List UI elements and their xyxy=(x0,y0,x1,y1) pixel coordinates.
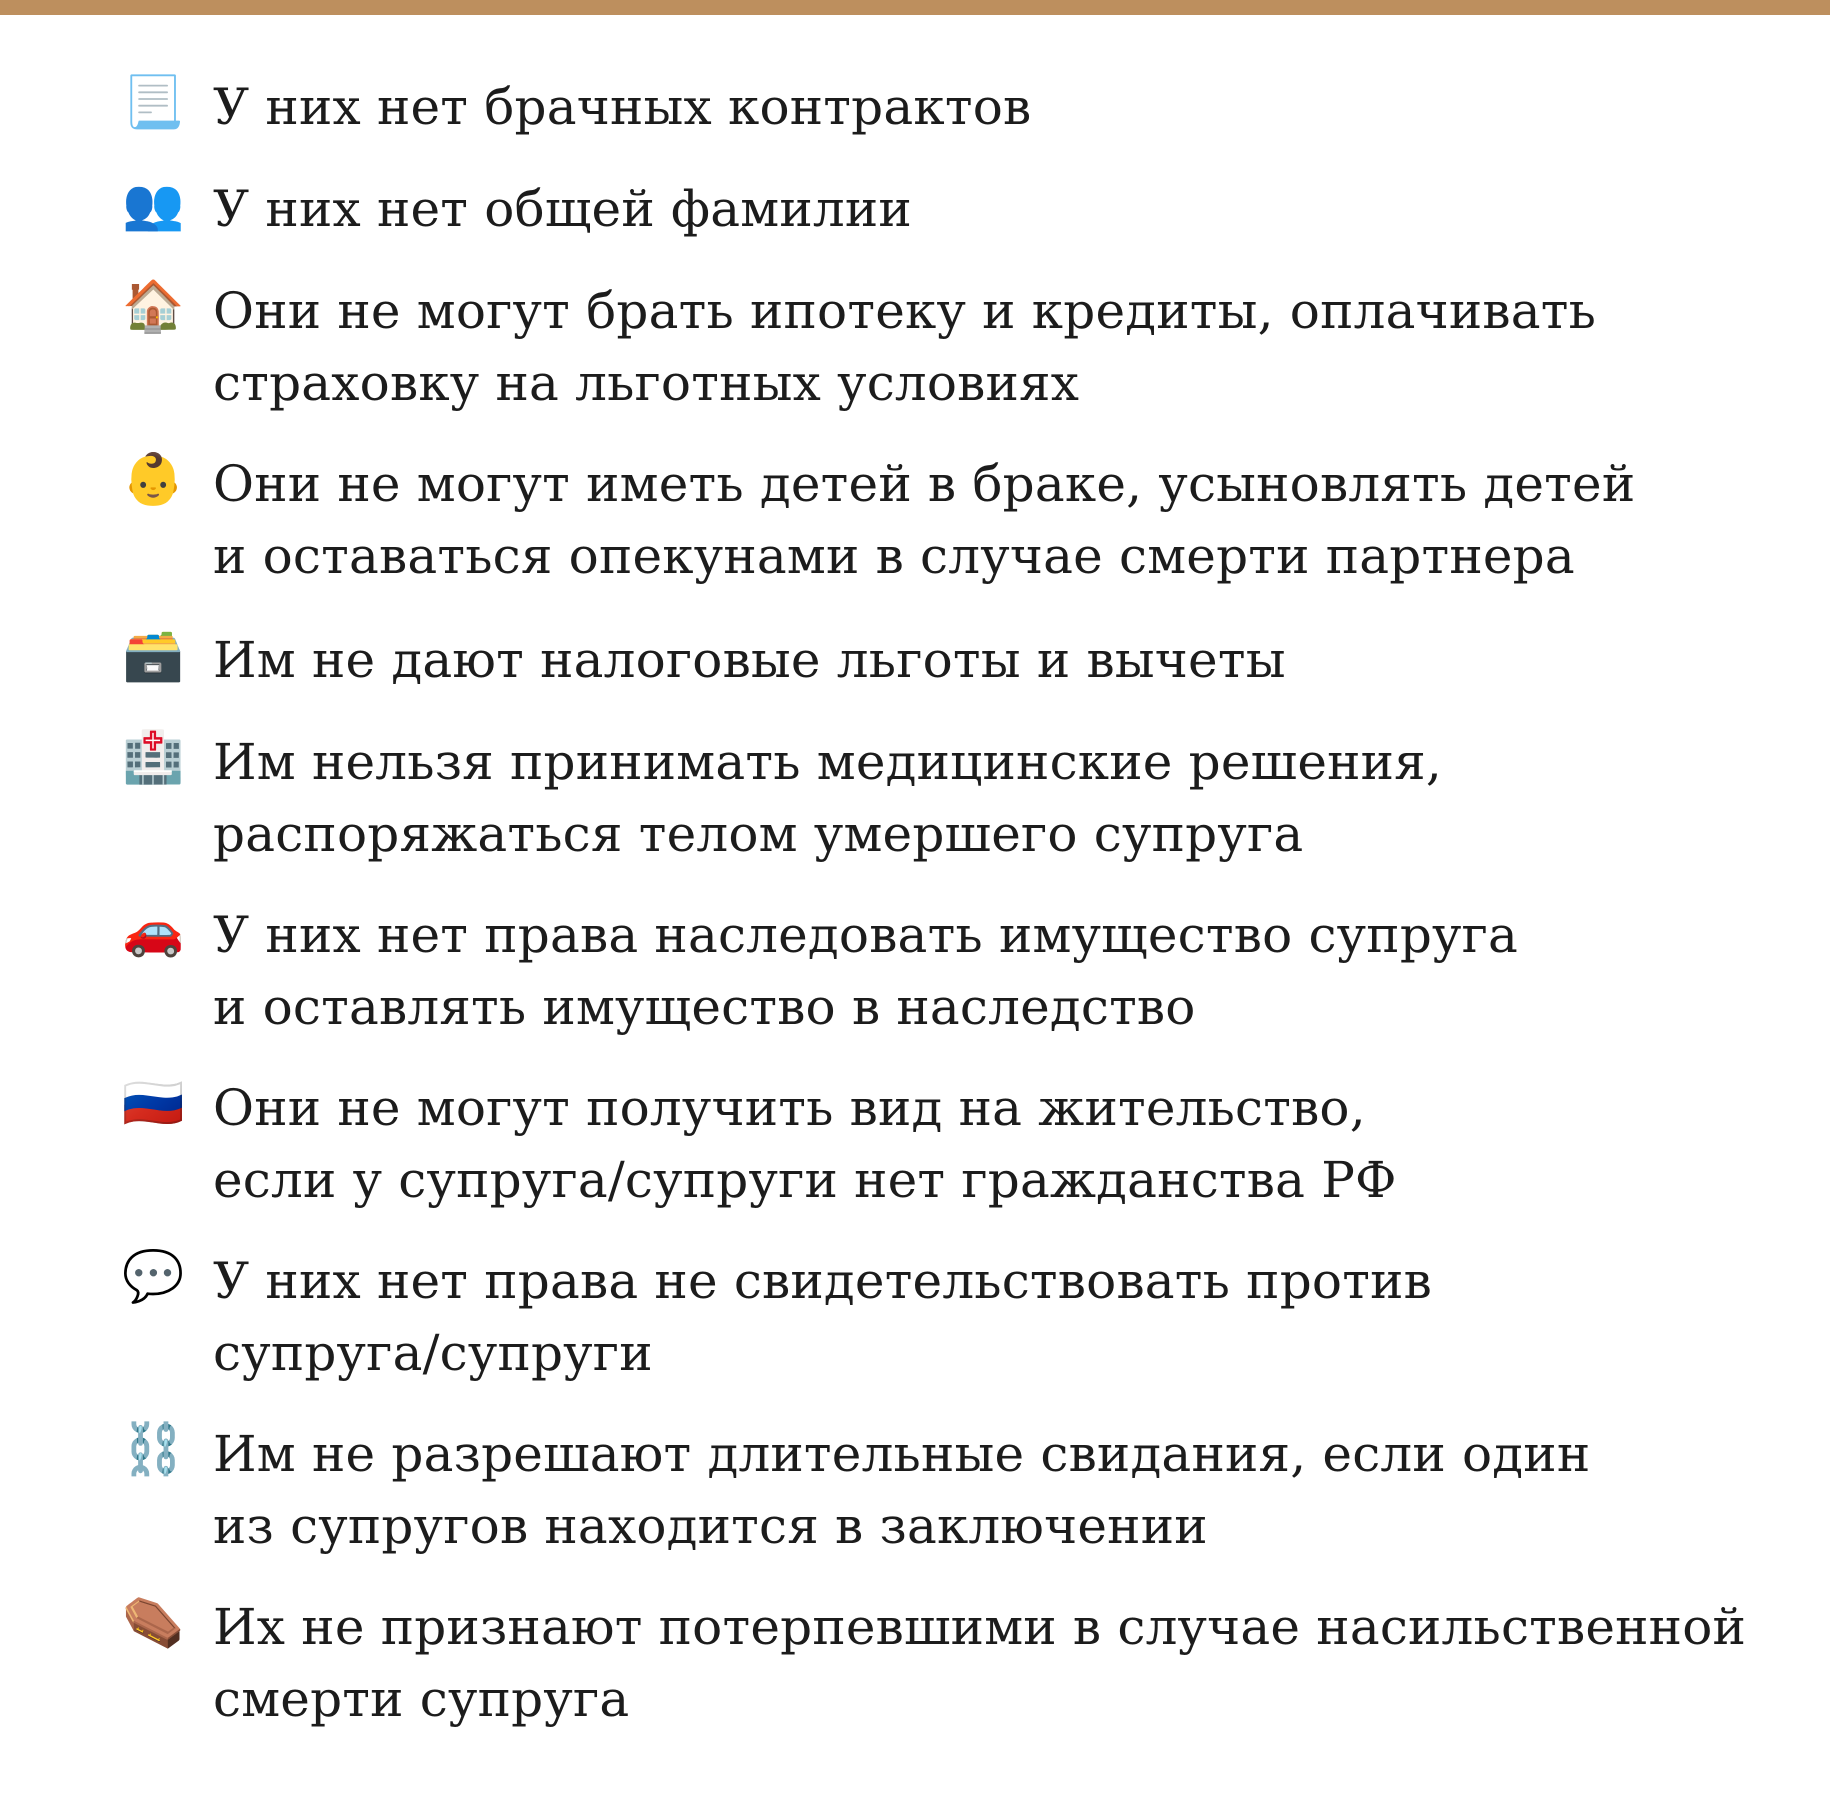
item-text: из супругов находится в заключении xyxy=(213,1497,1208,1555)
chains-icon: ⛓️ xyxy=(122,1420,185,1478)
speech-bubble-icon: 💬 xyxy=(122,1247,185,1305)
hospital-icon: 🏥 xyxy=(122,728,185,786)
coffin-icon: ⚰️ xyxy=(122,1593,185,1651)
item-text: У них нет права наследовать имущество супруга xyxy=(213,906,1519,964)
card-file-box-icon: 🗃️ xyxy=(122,626,185,684)
item-text: Они не могут иметь детей в браке, усыновлять детей xyxy=(213,455,1636,513)
item-text: У них нет права не свидетельствовать против xyxy=(213,1252,1432,1310)
item-text: Им не разрешают длительные свидания, если один xyxy=(213,1425,1591,1483)
item-text: Им нельзя принимать медицинские решения, xyxy=(213,733,1442,791)
item-text: Они не могут получить вид на жительство, xyxy=(213,1079,1366,1137)
scroll-icon: 📃 xyxy=(122,73,185,131)
item-text: супруга/супруги xyxy=(213,1324,653,1382)
item-text: смерти супруга xyxy=(213,1670,630,1728)
item-text: если у супруга/супруги нет гражданства РФ xyxy=(213,1151,1397,1209)
item-text: У них нет брачных контрактов xyxy=(213,78,1032,136)
baby-icon: 👶 xyxy=(122,450,185,508)
house-icon: 🏠 xyxy=(122,277,185,335)
item-text: Им не дают налоговые льготы и вычеты xyxy=(213,631,1286,689)
item-text: и оставлять имущество в наследство xyxy=(213,978,1196,1036)
item-text: Их не признают потерпевшими в случае насильственной xyxy=(213,1598,1747,1656)
car-icon: 🚗 xyxy=(122,901,185,959)
item-text: У них нет общей фамилии xyxy=(213,180,912,238)
item-text: Они не могут брать ипотеку и кредиты, оплачивать xyxy=(213,282,1597,340)
people-icon: 👥 xyxy=(122,175,185,233)
russia-flag-icon: 🇷🇺 xyxy=(122,1074,185,1132)
item-text: распоряжаться телом умершего супруга xyxy=(213,805,1304,863)
item-text: и оставаться опекунами в случае смерти партнера xyxy=(213,527,1575,585)
item-text: страховку на льготных условиях xyxy=(213,354,1080,412)
